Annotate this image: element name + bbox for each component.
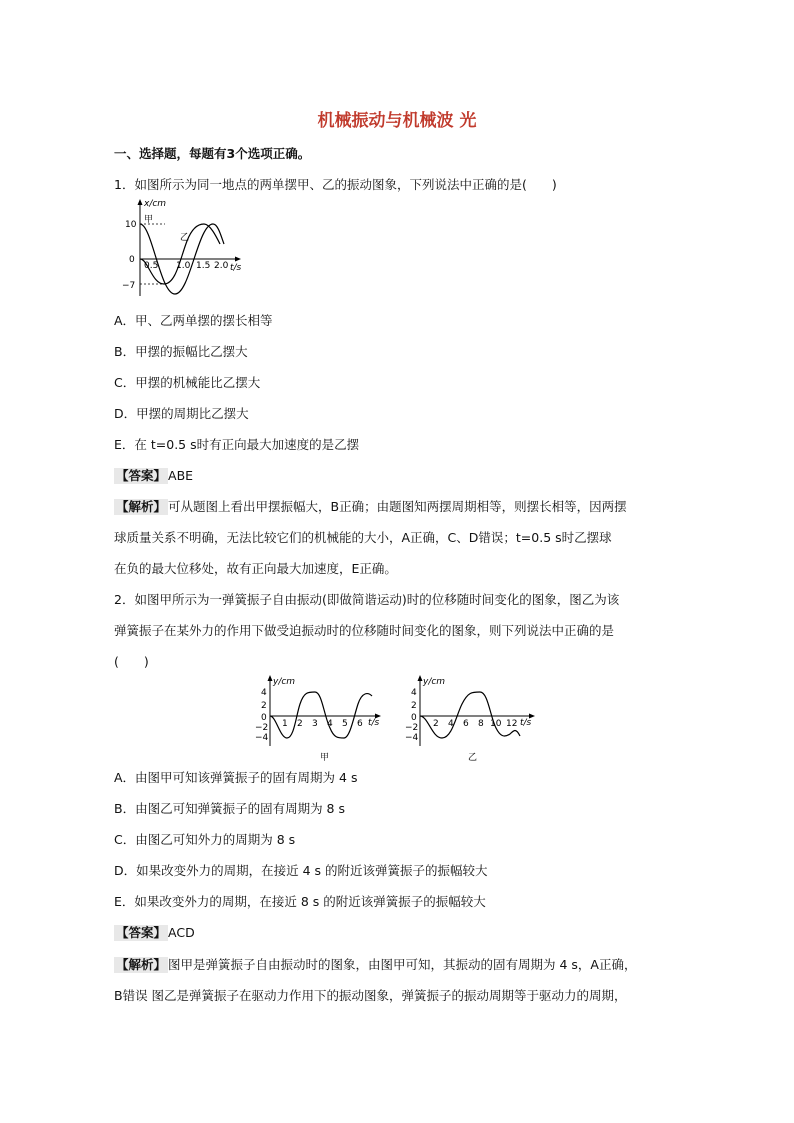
q1-option-a: A．甲、乙两单摆的摆长相等 [114,313,273,328]
q2b-ytick-0: 0 [411,713,417,723]
q2-stem-line-1: 2．如图甲所示为一弹簧振子自由振动(即做简谐运动)时的位移随时间变化的图象，图乙为该 [114,592,620,607]
q2a-caption: 甲 [320,753,330,763]
q2-option-a: A．由图甲可知该弹簧振子的固有周期为 4 s [114,770,358,785]
q2-option-e: E．如果改变外力的周期，在接近 8 s 的附近该弹簧振子的振幅较大 [114,894,486,909]
q1-x-arrow [235,257,241,262]
q2b-xtick-8: 8 [478,719,484,729]
q1-answer [114,468,193,484]
q1-ytick-0: 0 [129,255,135,265]
q1-label-yi: 乙 [180,233,190,243]
q2a-ytick-neg2: −2 [255,723,269,733]
q2b-caption: 乙 [468,753,478,763]
q1-ytick-neg7: −7 [122,281,136,291]
q1-answer-tag: 【答案】 [116,468,167,483]
q1-analysis-text-1: 可从题图上看出甲摆振幅大，B正确；由题图知两摆周期相等，则摆长相等，因两摆 [168,499,627,514]
q2a-x-axis-label: t/s [368,718,380,728]
q1-xtick-0.5: 0.5 [144,261,159,271]
section-heading: 一、选择题，每题有3个选项正确。 [114,146,311,161]
q2b-ytick-4: 4 [411,688,417,698]
q2b-xtick-4: 4 [448,719,454,729]
q2b-xtick-2: 2 [433,719,439,729]
q2a-xtick-2: 2 [297,719,303,729]
q1-analysis-tag: 【解析】 [116,499,167,514]
q1-y-axis-label: x/cm [144,199,167,209]
q2a-xtick-1: 1 [282,719,288,729]
q1-y-arrow [138,199,143,205]
q2a-xtick-6: 6 [357,719,363,729]
q2-analysis-text-1: 图甲是弹簧振子自由振动时的图象，由图甲可知，其振动的固有周期为 4 s，A正确， [168,957,637,972]
q2b-x-axis-label: t/s [520,718,532,728]
q2-option-d: D．如果改变外力的周期，在接近 4 s 的附近该弹簧振子的振幅较大 [114,863,488,878]
q1-option-d: D．甲摆的周期比乙摆大 [114,406,249,421]
q2-answer-tag: 【答案】 [116,925,167,940]
q2b-xtick-12: 12 [506,719,518,729]
q2-option-b: B．由图乙可知弹簧振子的固有周期为 8 s [114,801,345,816]
q2-stem-line-2: 弹簧振子在某外力的作用下做受迫振动时的位移随时间变化的图象，则下列说法中正确的是 [114,623,615,638]
q1-analysis-line-3: 在负的最大位移处，故有正向最大加速度，E正确。 [114,561,397,576]
q1-option-b: B．甲摆的振幅比乙摆大 [114,344,248,359]
q2-answer [114,925,195,941]
q2-analysis-line-2: B错误 图乙是弹簧振子在驱动力作用下的振动图象，弹簧振子的振动周期等于驱动力的周期， [114,988,627,1003]
q2b-xtick-10: 10 [490,719,502,729]
q2b-ytick-2: 2 [411,701,417,711]
q2a-y-axis-label: y/cm [273,677,296,687]
q1-answer-value: ABE [168,468,194,483]
q2b-y-axis-label: y/cm [423,677,446,687]
q2b-curve [420,692,520,738]
q1-xtick-1.0: 1.0 [176,261,191,271]
q1-analysis-line-1 [114,499,627,515]
q1-x-axis-label: t/s [230,263,242,273]
q2a-ytick-0: 0 [261,713,267,723]
q1-ytick-10: 10 [125,220,137,230]
q1-xtick-1.5: 1.5 [196,261,211,271]
q2-option-c: C．由图乙可知外力的周期为 8 s [114,832,296,847]
q2-stem-line-3: ( ) [114,654,149,669]
q2a-ytick-2: 2 [261,701,267,711]
q2-figures [250,674,550,766]
q1-figure [120,196,260,301]
q2b-ytick-neg2: −2 [405,723,419,733]
q1-option-c: C．甲摆的机械能比乙摆大 [114,375,261,390]
q2-answer-value: ACD [168,925,195,940]
q2b-xtick-6: 6 [463,719,469,729]
q2a-ytick-4: 4 [261,688,267,698]
q2a-xtick-3: 3 [312,719,318,729]
q1-option-e: E．在 t=0.5 s时有正向最大加速度的是乙摆 [114,437,360,452]
q2b-ytick-neg4: −4 [405,733,419,743]
q2-figure-jia [255,675,381,763]
q2-analysis-tag: 【解析】 [116,957,167,972]
q2-analysis-line-1 [114,957,636,973]
q2a-xtick-4: 4 [327,719,333,729]
q1-xtick-2.0: 2.0 [214,261,229,271]
q2-figure-yi [405,675,535,763]
q2a-xtick-5: 5 [342,719,348,729]
q1-label-jia: 甲 [144,215,154,225]
q2a-curve [270,692,372,738]
page-title: 机械振动与机械波 光 [317,111,477,131]
q1-stem: 1．如图所示为同一地点的两单摆甲、乙的振动图象，下列说法中正确的是( ) [114,177,557,192]
q2a-ytick-neg4: −4 [255,733,269,743]
q1-analysis-line-2: 球质量关系不明确，无法比较它们的机械能的大小，A正确，C、D错误；t=0.5 s时乙摆球 [114,530,612,545]
